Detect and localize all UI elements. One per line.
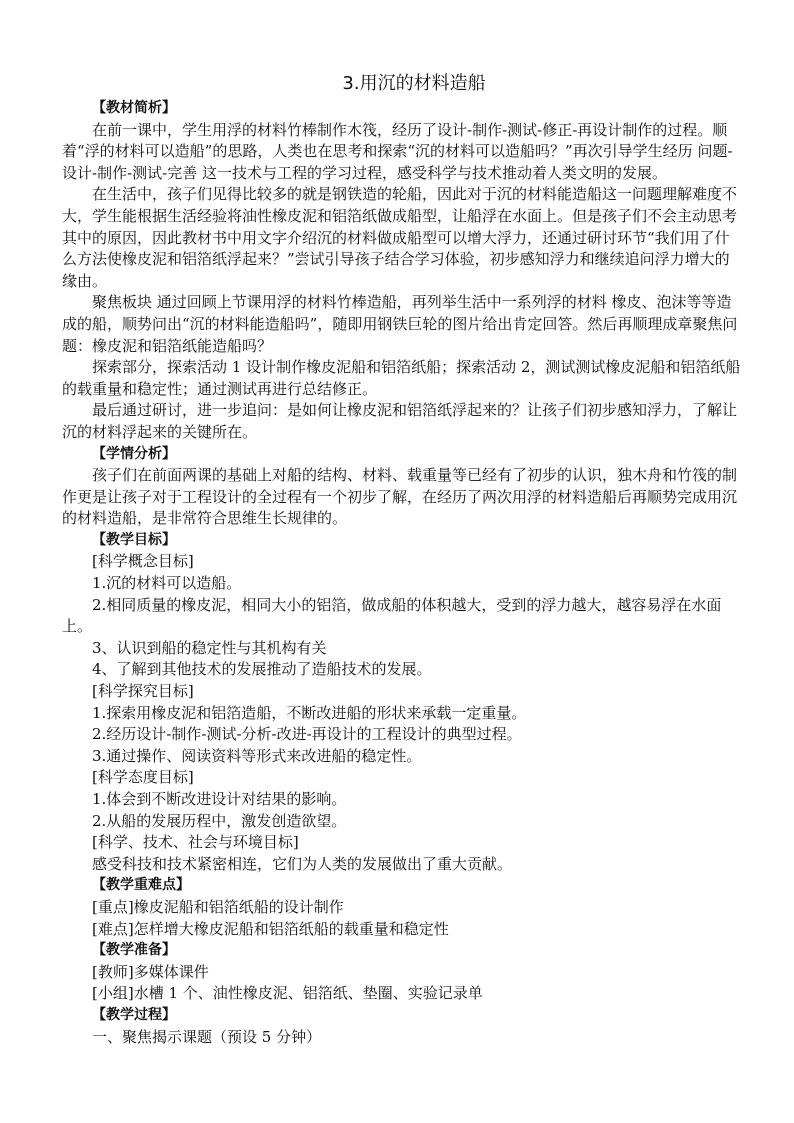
preparation-item: [小组]水槽 1 个、油性橡皮泥、铝箔纸、垫圈、实验记录单 bbox=[92, 984, 483, 1003]
section-heading-preparation: 【教学准备】 bbox=[92, 942, 176, 959]
goal-group-heading: [科学探究目标] bbox=[92, 682, 194, 701]
paragraph: 在生活中，孩子们见得比较多的就是钢铁造的轮船，因此对于沉的材料能造船这一问题理解难度不大，学生能根据生活经验将油性橡皮泥和铝箔纸做成船型，让船浮在水面上。但是孩子们不会主动思考其中的原因，因此教材书中用文字介绍沉的材料做成船型可以增大浮力，还通过研讨环节“我们用了什么方法使橡皮泥和铝箔纸浮起来？”尝试引导孩子结合学习体验，初步感知浮力和继续追问浮力增大的缘由。 bbox=[62, 185, 738, 290]
paragraph: 在前一课中，学生用浮的材料竹棒制作木筏，经历了设计-制作-测试-修正-再设计制作的过程。顺着“浮的材料可以造船”的思路，人类也在思考和探索“沉的材料可以造船吗？”再次引导学生经历 问题-设计-制作-测试-完善 这一技术与工程的学习过程，感受科学与技术推动着人类文明的发展。 bbox=[62, 120, 733, 182]
preparation-item: [教师]多媒体课件 bbox=[92, 962, 209, 981]
goal-item: 3.通过操作、阅读资料等形式来改进船的稳定性。 bbox=[92, 746, 422, 765]
goal-item: 感受科技和技术紧密相连，它们为人类的发展做出了重大贡献。 bbox=[92, 854, 513, 873]
goal-group-heading: [科学态度目标] bbox=[92, 768, 194, 787]
goal-group-heading: [科学、技术、社会与环境目标] bbox=[92, 833, 299, 852]
paragraph: 聚焦板块 通过回顾上节课用浮的材料竹棒造船，再列举生活中一系列浮的材料 橡皮、泡沫等等造成的船，顺势问出“沉的材料能造船吗”，随即用钢铁巨轮的图片给出肯定回答。然后再顺理成章聚焦问题：橡皮泥和铝箔纸能造船吗？ bbox=[62, 293, 738, 355]
goal-item: 1.体会到不断改进设计对结果的影响。 bbox=[92, 790, 347, 808]
goal-item: 1.沉的材料可以造船。 bbox=[92, 574, 242, 593]
page-title: 3.用沉的材料造船 bbox=[342, 73, 486, 94]
section-heading-student-analysis: 【学情分析】 bbox=[92, 445, 176, 462]
process-step: 一、聚焦揭示课题（预设 5 分钟） bbox=[92, 1027, 322, 1046]
section-heading-process: 【教学过程】 bbox=[92, 1006, 176, 1023]
goal-group-heading: [科学概念目标] bbox=[92, 552, 194, 571]
goal-item: 2.从船的发展历程中，激发创造欲望。 bbox=[92, 811, 347, 830]
goal-item: 3、认识到船的稳定性与其机构有关 bbox=[92, 638, 327, 657]
section-heading-key-points: 【教学重难点】 bbox=[92, 877, 190, 894]
key-point-item: [重点]橡皮泥船和铝箔纸船的设计制作 bbox=[92, 897, 344, 916]
section-heading-textbook-analysis: 【教材简析】 bbox=[92, 100, 176, 116]
goal-item: 2.相同质量的橡皮泥，相同大小的铝箔，做成船的体积越大，受到的浮力越大，越容易浮在水面上。 bbox=[62, 595, 722, 636]
paragraph: 探索部分，探索活动 1 设计制作橡皮泥船和铝箔纸船；探索活动 2，测试测试橡皮泥船和铝箔纸船的载重量和稳定性；通过测试再进行总结修正。 bbox=[62, 358, 741, 398]
goal-item: 2.经历设计-制作-测试-分析-改进-再设计的工程设计的典型过程。 bbox=[92, 725, 522, 744]
paragraph: 孩子们在前面两课的基础上对船的结构、材料、载重量等已经有了初步的认识，独木舟和竹筏的制作更是让孩子对于工程设计的全过程有一个初步了解，在经历了两次用浮的材料造船后再顺势完成用沉的材料造船，是非常符合思维生长规律的。 bbox=[62, 466, 738, 528]
goal-item: 1.探索用橡皮泥和铝箔造船，不断改进船的形状来承载一定重量。 bbox=[92, 703, 527, 722]
paragraph: 最后通过研讨，进一步追问：是如何让橡皮泥和铝箔纸浮起来的？让孩子们初步感知浮力，了解让沉的材料浮起来的关键所在。 bbox=[62, 401, 738, 441]
section-heading-teaching-goals: 【教学目标】 bbox=[92, 531, 176, 548]
goal-item: 4、了解到其他技术的发展推动了造船技术的发展。 bbox=[92, 660, 432, 679]
key-point-item: [难点]怎样增大橡皮泥船和铝箔纸船的载重量和稳定性 bbox=[92, 919, 449, 938]
document-page bbox=[62, 70, 742, 1048]
